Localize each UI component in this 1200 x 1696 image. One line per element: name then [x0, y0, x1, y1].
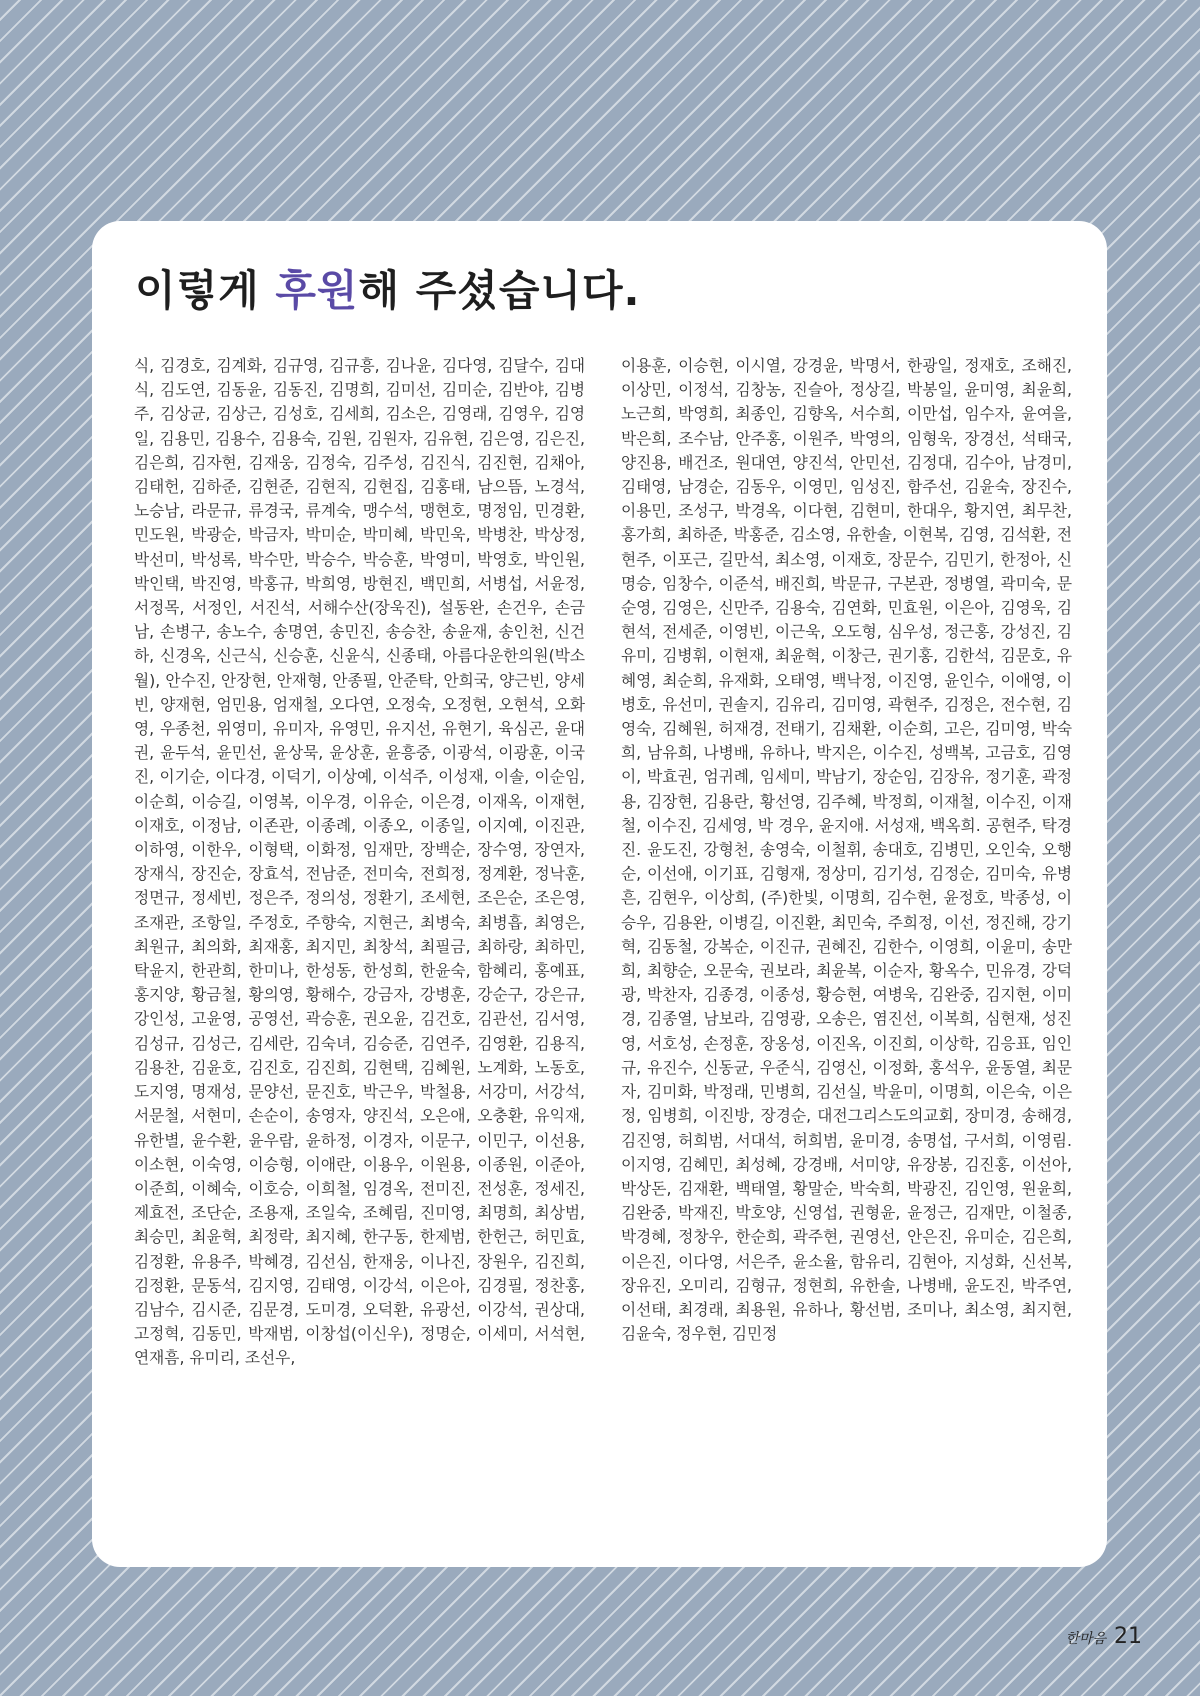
page-footer: [1065, 1624, 1142, 1649]
title-text-after: 해 주셨습니다.: [358, 266, 641, 315]
page-title: [135, 258, 641, 318]
donor-list-right-column: 이용훈, 이승현, 이시열, 강경윤, 박명서, 한광일, 정재호, 조해진, 이상민, 이정석, 김창농, 진슬아, 정상길, 박봉일, 윤미영, 최윤희, 노근희, 박영희, 최종인, 김향옥, 서수희, 이만섭, 임수자, 윤여을, 박은희, 조수남, 안주홍, 이원주, 박영의, 임형욱, 장경선, 석태국, 양진용, 배건조, 원대연, 양진석, 안민선, 김정대, 김수아, 남경미, 김태영, 남경순, 김동우, 이영민, 임성진, 함주선, 김윤숙, 장진수, 이용민, 조성구, 박경옥, 이다현, 김현미, 한대우, 황지연, 최무찬, 홍가희, 최하준, 박홍준, 김소영, 유한솔, 이현복, 김영, 김석환, 전현주, 이포근, 길만석, 최소영, 이재호, 장문수, 김민기, 한정아, 신명승, 임창수, 이준석, 배진희, 박문규, 구본관, 정병열, 곽미숙, 문순영, 김영은, 신만주, 김용숙, 김연화, 민효원, 이은아, 김영욱, 김현석, 전세준, 이영빈, 이근욱, 오도형, 심우성, 정근홍, 강성진, 김유미, 김병휘, 이현재, 최윤혁, 이창근, 권기홍, 김한석, 김문호, 유혜영, 최순희, 유재화, 오태영, 백낙정, 이진영, 윤인수, 이애영, 이병호, 유선미, 권솔지, 김유리, 김미영, 곽현주, 김정은, 전수현, 김영숙, 김혜원, 허재경, 전태기, 김채환, 이순희, 고은, 김미영, 박숙희, 남유희, 나병배, 유하나, 박지은, 이수진, 성백복, 고금호, 김영이, 박효권, 엄귀례, 임세미, 박남기, 장순임, 김장유, 정기훈, 곽정용, 김장현, 김용란, 황선영, 김주혜, 박정희, 이재철, 이수진, 이재철, 이수진, 김세영, 박 경우, 윤지애. 서성재, 백옥희. 공현주, 탁경진. 윤도진, 강형천, 송영숙, 이철휘, 송대호, 김병민, 오인숙, 오행순, 이선애, 이기표, 김형재, 정상미, 김기성, 김정순, 김미숙, 유병흔, 김현우, 이상희, (주)한빛, 이명희, 김수현, 윤정호, 박종성, 이승우, 김용완, 이병길, 이진환, 최민숙, 주희정, 이선, 정진해, 강기혁, 김동철, 강복순, 이진규, 권혜진, 김한수, 이영희, 이윤미, 송만희, 최향순, 오문숙, 권보라, 최윤복, 이순자, 황옥수, 민유경, 강덕광, 박찬자, 김종경, 이종성, 황승현, 여병욱, 김완중, 김지현, 이미경, 김종열, 남보라, 김영광, 오송은, 염진선, 이복희, 심현재, 성진영, 서호성, 손정훈, 장옹성, 이진옥, 이진희, 이상학, 김응표, 임인규, 유진수, 신동균, 우준식, 김영신, 이정화, 홍석우, 윤동열, 최문자, 김미화, 박정래, 민병희, 김선실, 박윤미, 이명희, 이은숙, 이은정, 임병희, 이진방, 장경순, 대전그리스도의교회, 장미경, 송해경, 김진영, 허희범, 서대석, 허희범, 윤미경, 송명섭, 구서희, 이영림. 이지영, 김혜민, 최성혜, 강경배, 서미양, 유장봉, 김진홍, 이선아, 박상돈, 김재환, 백태열, 황말순, 박숙희, 박광진, 김인영, 원윤희, 김완중, 박재진, 박호양, 신영섭, 권형윤, 윤정근, 김재만, 이철종, 박경혜, 정창우, 한순희, 곽주현, 권영선, 안은진, 유미순, 김은희, 이은진, 이다영, 서은주, 윤소율, 함유리, 김현아, 지성화, 신선복, 장유진, 오미리, 김형규, 정현희, 유한솔, 나병배, 윤도진, 박주연, 이선태, 최경래, 최용원, 유하나, 황선범, 조미나, 최소영, 최지현, 김윤숙, 정우현, 김민정: [621, 356, 1072, 1344]
page-number: 21: [1114, 1624, 1142, 1649]
title-text-before: 이렇게: [135, 266, 276, 315]
donor-list-left-column: 식, 김경호, 김계화, 김규영, 김규흥, 김나윤, 김다영, 김달수, 김대식, 김도연, 김동윤, 김동진, 김명희, 김미선, 김미순, 김반야, 김병주, 김상균, 김상근, 김성호, 김세희, 김소은, 김영래, 김영우, 김영일, 김용민, 김용수, 김용숙, 김원, 김원자, 김유현, 김은영, 김은진, 김은희, 김자현, 김재웅, 김정숙, 김주성, 김진식, 김진현, 김채아, 김태헌, 김하준, 김현준, 김현직, 김현집, 김홍태, 남으뜸, 노경석, 노승남, 라문규, 류경국, 류계숙, 맹수석, 맹현호, 명정임, 민경환, 민도원, 박광순, 박금자, 박미순, 박미혜, 박민욱, 박병찬, 박상정, 박선미, 박성록, 박수만, 박승수, 박승훈, 박영미, 박영호, 박인원, 박인택, 박진영, 박홍규, 박희영, 방현진, 백민희, 서병섭, 서윤정, 서정목, 서정인, 서진석, 서해수산(장욱진), 설동완, 손건우, 손금남, 손병구, 송노수, 송명연, 송민진, 송승찬, 송윤재, 송인천, 신건하, 신경옥, 신근식, 신승훈, 신윤식, 신종태, 아름다운한의원(박소월), 안수진, 안장현, 안재형, 안종필, 안준탁, 안희국, 양근빈, 양세빈, 양재현, 엄민용, 엄재철, 오다연, 오정숙, 오정현, 오현석, 오화영, 우종천, 위영미, 유미자, 유영민, 유지선, 유현기, 육심곤, 윤대권, 윤두석, 윤민선, 윤상묵, 윤상훈, 윤흥중, 이광석, 이광훈, 이국진, 이기순, 이다경, 이덕기, 이상예, 이석주, 이성재, 이솔, 이순임, 이순희, 이승길, 이영복, 이우경, 이유순, 이은경, 이재옥, 이재현, 이재호, 이정남, 이존관, 이종례, 이종오, 이종일, 이지예, 이진관, 이하영, 이한우, 이형택, 이화정, 임재만, 장백순, 장수영, 장연자, 장재식, 장진순, 장효석, 전남준, 전미숙, 전희정, 정계환, 정낙훈, 정면규, 정세빈, 정은주, 정의성, 정환기, 조세현, 조은순, 조은영, 조재관, 조항일, 주정호, 주향숙, 지현근, 최병숙, 최병흡, 최영은, 최원규, 최의화, 최재홍, 최지민, 최창석, 최필금, 최하랑, 최하민, 탁윤지, 한관희, 한미나, 한성동, 한성희, 한윤숙, 함혜리, 홍예표, 홍지양, 황금철, 황의영, 황해수, 강금자, 강병훈, 강순구, 강은규, 강인성, 고윤영, 공영선, 곽승훈, 권오윤, 김건호, 김관선, 김서영, 김성규, 김성근, 김세란, 김숙녀, 김승준, 김연주, 김영환, 김용직, 김용찬, 김윤호, 김진호, 김진희, 김현택, 김혜원, 노계화, 노동호, 도지영, 명재성, 문양선, 문진호, 박근우, 박철용, 서강미, 서강석, 서문철, 서현미, 손순이, 송영자, 양진석, 오은애, 오충환, 유익재, 유한별, 윤수환, 윤우람, 윤하정, 이경자, 이문구, 이민구, 이선용, 이소현, 이숙영, 이승형, 이애란, 이용우, 이원용, 이종원, 이준아, 이준희, 이혜숙, 이호승, 이희철, 임경옥, 전미진, 전성훈, 정세진, 제효전, 조단순, 조용재, 조일숙, 조혜림, 진미영, 최명희, 최상범, 최승민, 최윤혁, 최정락, 최지혜, 한구동, 한제범, 한헌근, 허민효, 김정환, 유용주, 박혜경, 김선심, 한재웅, 이나진, 장원우, 김진희, 김정환, 문동석, 김지영, 김태영, 이강석, 이은아, 김경필, 정찬홍, 김남수, 김시준, 김문경, 도미경, 오덕환, 유광선, 이강석, 권상대, 고정혁, 김동민, 박재범, 이창섭(이신우), 정명순, 이세미, 서석현, 연재흠, 유미리, 조선우,: [134, 356, 585, 1368]
magazine-brand-logo: 한마음: [1065, 1631, 1106, 1647]
title-accent-word: 후원: [275, 266, 359, 315]
